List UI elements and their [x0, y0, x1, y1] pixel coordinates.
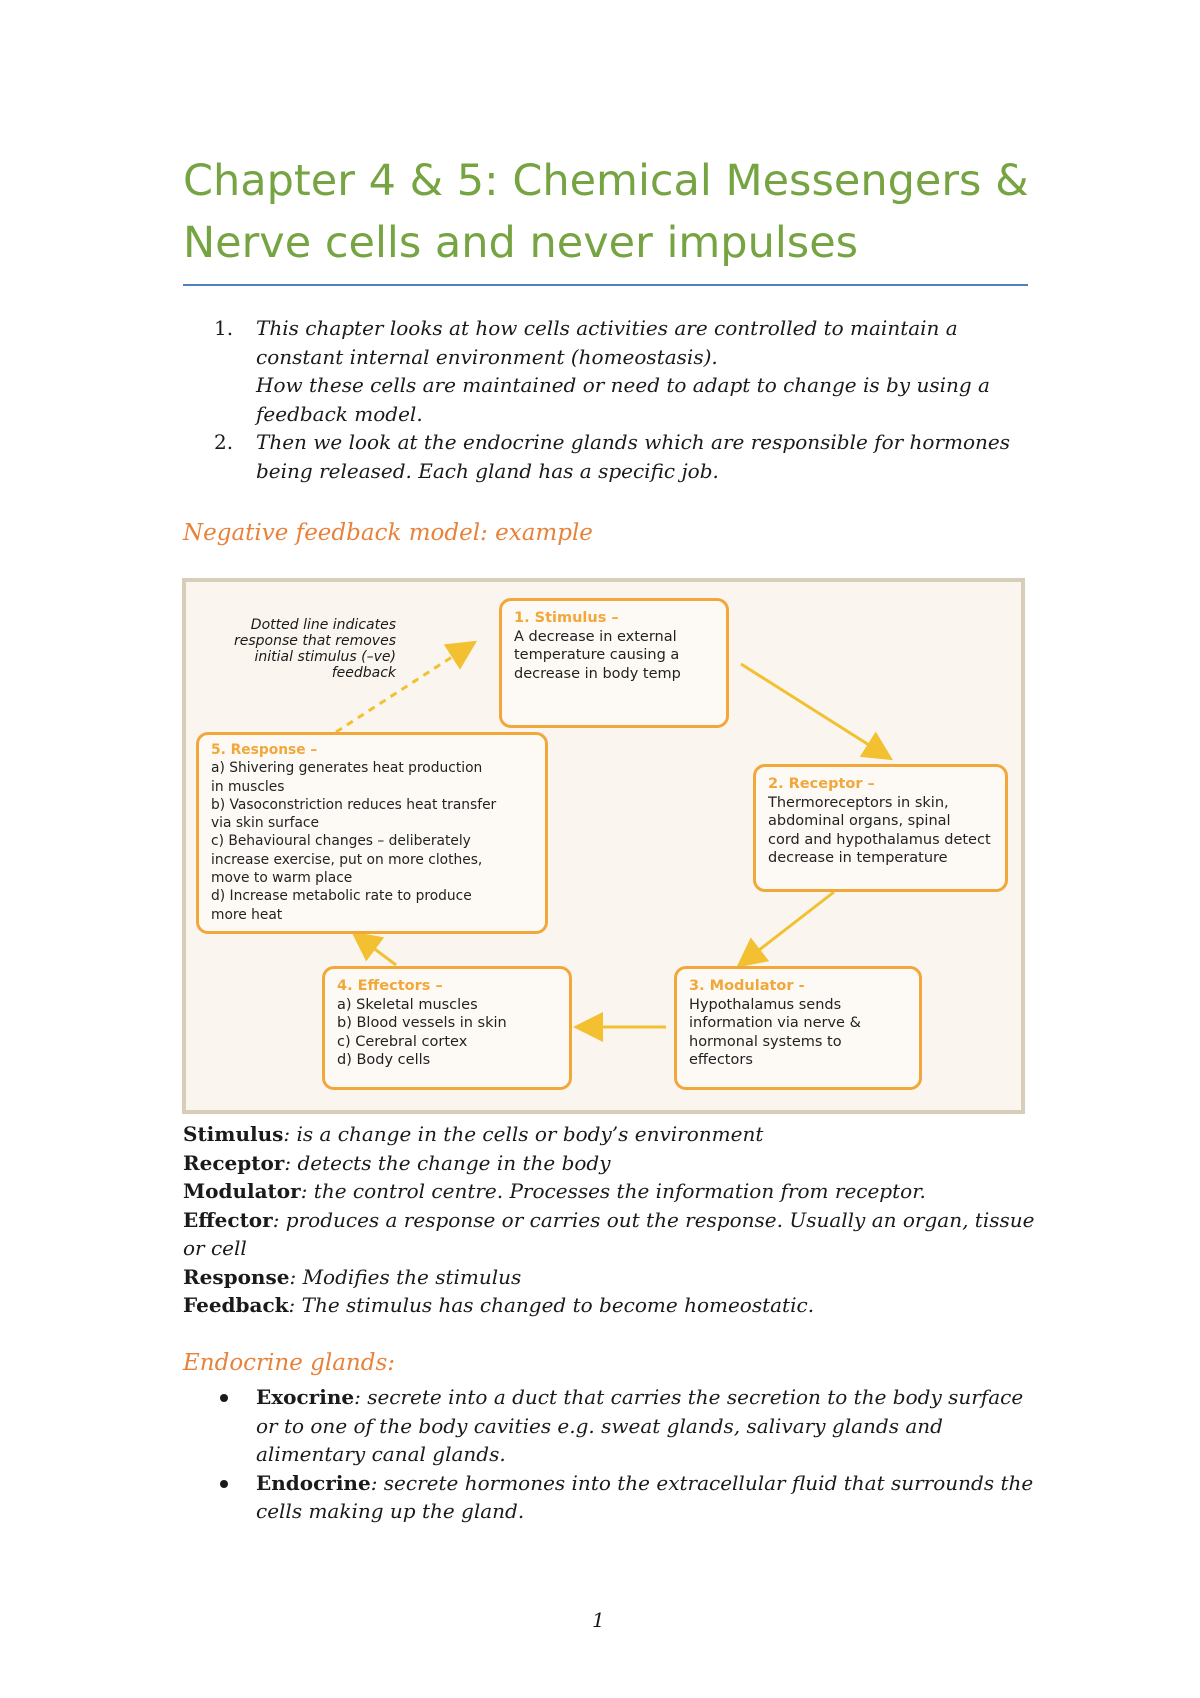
note-line: Dotted line indicates [250, 617, 396, 633]
arrow-stimulus-to-receptor [741, 664, 888, 757]
section-heading-endocrine: Endocrine glands: [183, 1350, 396, 1376]
title-underline [183, 284, 1028, 286]
definition-item [183, 1263, 1043, 1292]
list-number: 1 . [214, 314, 233, 343]
box-line: a) Shivering generates heat production [211, 760, 483, 777]
page-number: 1 [592, 1608, 605, 1632]
box-line: c) Cerebral cortex [337, 1033, 468, 1050]
definition-term: Stimulus [183, 1122, 284, 1146]
note-line: initial stimulus [254, 649, 357, 665]
effectors-box [322, 966, 572, 1090]
box-line: move to warm place [211, 870, 353, 887]
box-line: d) Increase metabolic rate to produce [211, 888, 472, 905]
box-line: decrease in temperature [768, 850, 948, 866]
box-line: via skin surface [211, 815, 319, 832]
definition-item [183, 1291, 1043, 1320]
definition-term: Effector [183, 1207, 273, 1232]
definition-text: : The stimulus has changed to become homeostatic. [288, 1293, 815, 1317]
gland-text: : secrete hormones into the extracellular fluid that surrounds the cells making up the gland. [256, 1470, 1034, 1523]
gland-types-list [214, 1383, 1044, 1526]
box-line: A decrease in external [514, 628, 677, 645]
box-title: 5. Response – [211, 742, 318, 758]
page-title: Chapter 4 & 5: Chemical Messengers & Nerve cells and never impulses [183, 156, 1029, 268]
gland-term: Endocrine [256, 1470, 371, 1495]
box-line: d) Body cells [337, 1052, 431, 1068]
box-line: b) Vasoconstriction reduces heat transfer [211, 796, 497, 813]
box-line: temperature causing a [514, 647, 680, 663]
box-line: decrease in body temp [514, 665, 681, 682]
negative-feedback-diagram [182, 578, 1025, 1114]
definition-term: Response [183, 1264, 290, 1289]
definition-item [183, 1177, 1043, 1206]
list-item [214, 1383, 1044, 1469]
gland-term: Exocrine [256, 1385, 355, 1409]
stimulus-box [499, 598, 729, 728]
definition-term: Receptor [183, 1150, 285, 1175]
intro-item-text: This chapter looks at how cells activities are controlled to maintain a constant internal environment (homeostasis). [256, 316, 958, 369]
bullet-icon [220, 1480, 228, 1488]
bullet-icon [220, 1394, 228, 1402]
box-line: Thermoreceptors in skin, [768, 794, 949, 811]
definitions-list [183, 1120, 1043, 1320]
box-line: abdominal organs, spinal [768, 813, 951, 829]
definition-term: Modulator [183, 1179, 301, 1203]
gland-text: : secrete into a duct that carries the secretion to the body surface or to one of the body cavities e.g. sweat glands, salivary glands and alimentary canal glands. [256, 1385, 1024, 1466]
box-title: 1. Stimulus – [514, 610, 619, 626]
intro-item [214, 314, 1044, 428]
box-title: 3. Modulator - [689, 978, 805, 994]
definition-text: : Modifies the stimulus [289, 1264, 522, 1289]
intro-item-text-continued: How these cells are maintained or need to adapt to change is by using a feedback model. [256, 373, 990, 426]
receptor-box [753, 764, 1008, 892]
definition-term: Feedback [183, 1293, 289, 1317]
arrow-effectors-to-response [356, 935, 396, 965]
intro-item [214, 428, 1044, 485]
definition-item [183, 1120, 1043, 1149]
box-title: 2. Receptor – [768, 776, 875, 792]
box-line: hormonal systems to [689, 1033, 842, 1050]
box-line: effectors [689, 1052, 753, 1068]
modulator-box [674, 966, 922, 1090]
definition-text: : the control centre. Processes the information from receptor. [300, 1179, 926, 1203]
box-line: a) Skeletal muscles [337, 996, 478, 1013]
box-line: information via nerve & [689, 1015, 861, 1031]
box-line: c) Behavioural changes – deliberately [211, 833, 471, 850]
box-line: in muscles [211, 778, 285, 795]
list-item [214, 1469, 1044, 1526]
definition-text: : produces a response or carries out the response. Usually an organ, tissue or cell [183, 1207, 1035, 1260]
dotted-line-note [216, 617, 396, 681]
response-box [196, 732, 548, 934]
section-heading-feedback: Negative feedback model: example [183, 520, 593, 546]
box-title: 4. Effectors – [337, 978, 443, 994]
definition-text: : is a change in the cells or body’s environment [283, 1122, 764, 1146]
box-line: more heat [211, 906, 283, 923]
definition-item [183, 1149, 1043, 1178]
definition-text: : detects the change in the body [284, 1150, 611, 1175]
intro-item-text: Then we look at the endocrine glands which are responsible for hormones being released. Each gland has a specific job. [256, 430, 1010, 483]
box-line: cord and hypothalamus detect [768, 831, 991, 848]
box-line: b) Blood vessels in skin [337, 1015, 507, 1031]
definition-item [183, 1206, 1043, 1263]
list-number: 2 . [214, 428, 233, 457]
intro-list [214, 314, 1044, 485]
box-line: increase exercise, put on more clothes, [211, 851, 483, 868]
arrow-receptor-to-modulator [741, 892, 834, 964]
note-line: response that removes [234, 633, 396, 649]
note-line: (–ve) feedback [331, 649, 396, 681]
box-line: Hypothalamus sends [689, 996, 842, 1013]
